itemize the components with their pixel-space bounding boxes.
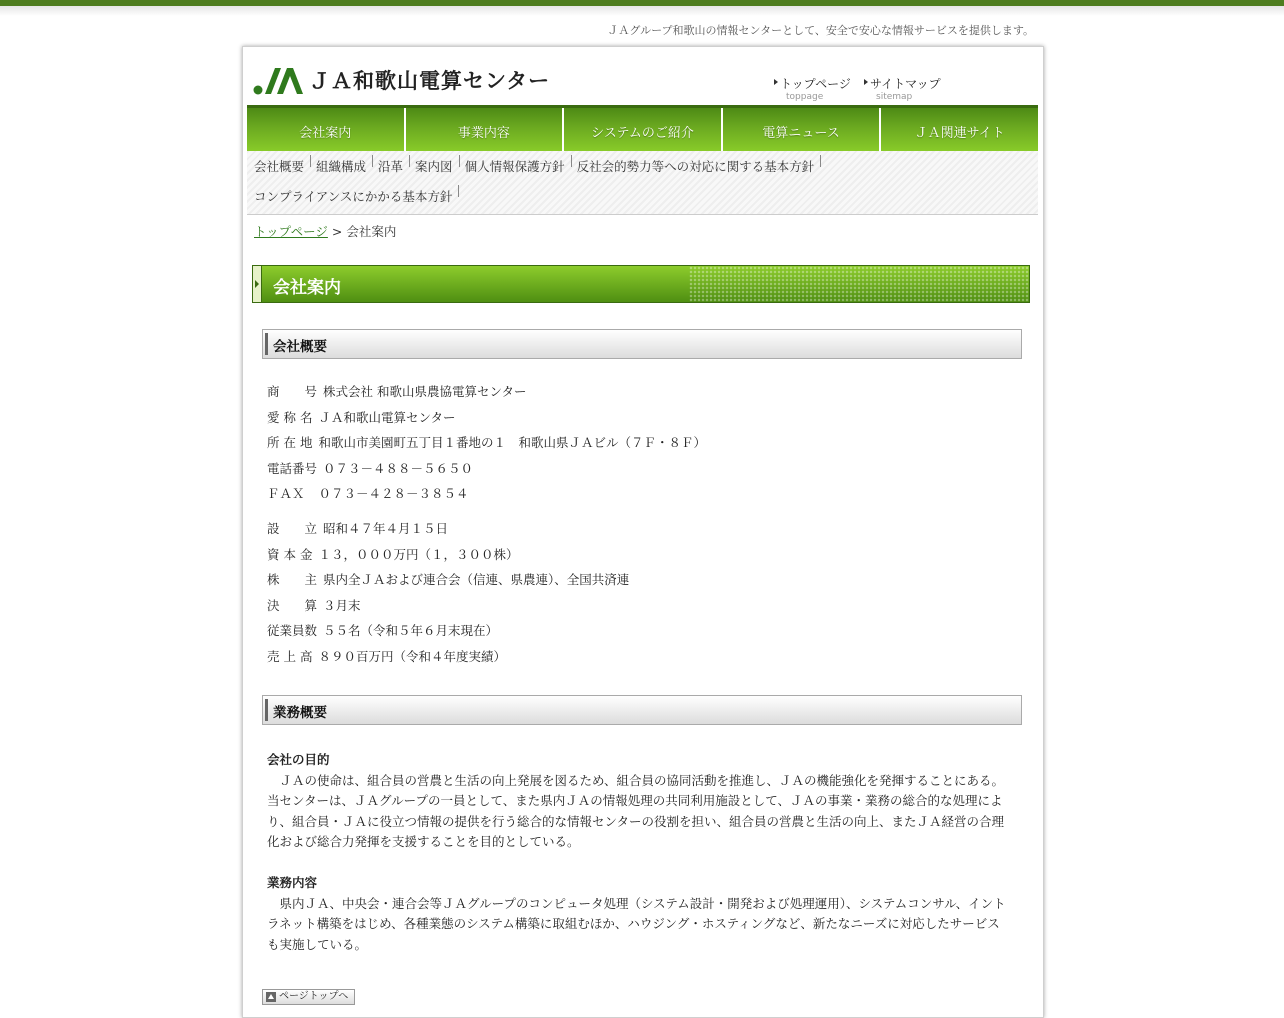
info-value: ５５名（令和５年６月末現在） [323,623,499,638]
breadcrumb-home[interactable]: トップページ [254,224,328,239]
info-row [267,484,706,510]
info-label: 愛 称 名 [267,409,313,425]
info-label: 決 算 [267,597,318,613]
ja-logo-icon [253,64,305,96]
nav-news[interactable]: 電算ニュース [723,108,882,154]
toplink-toppage[interactable] [776,75,866,102]
nav-systems[interactable]: システムのご紹介 [564,108,723,154]
toplink-toppage-label: トップページ [776,75,866,92]
info-value: ０７３－４２８－３８５４ [318,486,469,501]
info-row [267,382,706,408]
info-row [267,570,629,596]
company-info-group1 [267,382,706,510]
info-value: 県内全ＪＡおよび連合会（信連、県農連）、全国共済連 [323,572,630,587]
company-info-group2 [267,519,629,672]
breadcrumb-sep: > [327,224,347,239]
info-label: 設 立 [267,521,318,536]
info-label: 所 在 地 [267,435,313,450]
toplink-sitemap-label: サイトマップ [866,75,956,92]
info-row [267,519,629,545]
section-title-overview: 会社概要 [273,339,327,355]
info-value: ８９０百万円（令和４年度実績） [318,648,506,664]
info-label: 資 本 金 [267,546,313,562]
nav-business[interactable]: 事業内容 [406,108,565,154]
info-value: １３，０００万円（１，３００株） [318,546,519,562]
info-label: ＦＡＸ [267,486,305,501]
info-row [267,433,706,459]
info-label: 従業員数 [267,623,318,638]
purpose-text: ＪＡの使命は、組合員の営農と生活の向上発展を図るため、組合員の協同活動を推進し、ＪＡの機能強化を発揮することにある。当センターは、ＪＡグループの一員として、また県内ＪＡの情報処理の共同利用施設として、ＪＡの事業・業務の総合的な処理により、組合員・ＪＡに役立つ情報の提供を行う総合的な情報センターの役割を担い、組合員の営農と生活の向上、またＪＡ経営の合理化および総合力発揮を支援することを目的としている。 [267,772,1005,849]
info-value: 和歌山市美園町五丁目１番地の１ 和歌山県ＪＡビル（７Ｆ・８Ｆ） [318,435,706,450]
toplink-sitemap[interactable] [866,75,956,102]
info-value: ３月末 [323,597,361,613]
subnav-history[interactable]: 沿革 [378,157,410,175]
top-shadow [0,6,1284,16]
page-top-button[interactable]: ページトップへ [262,989,355,1005]
title-dot-pattern [689,266,1029,302]
info-row [267,545,629,571]
info-label: 株 主 [267,572,318,587]
logo-text: ＪＡ和歌山電算センター [309,69,551,93]
subnav-compliance[interactable]: コンプライアンスにかかる基本方針 [254,187,459,205]
info-row [267,621,629,647]
info-label: 商 号 [267,384,318,399]
breadcrumb [254,222,396,240]
info-value: 株式会社 和歌山県農協電算センター [323,384,527,399]
site-logo[interactable] [253,63,550,97]
info-label: 電話番号 [267,460,318,476]
info-row [267,596,629,622]
main-nav [247,105,1038,154]
subnav-antisocial[interactable]: 反社会的勢力等への対応に関する基本方針 [577,157,822,175]
info-value: ０７３－４８８－５６５０ [323,460,474,476]
content-text: 県内ＪＡ、中央会・連合会等ＪＡグループのコンピュータ処理（システム設計・開発および処理運用）、システムコンサル、イントラネット構築をはじめ、各種業態のシステム構築に取組むほか、ハウジング・ホスティングなど、新たなニーズに対応したサービスも実施している。 [267,895,1006,952]
subnav-map[interactable]: 案内図 [415,157,460,175]
info-row [267,459,706,485]
purpose-title: 会社の目的 [267,752,330,767]
section-heading-business [262,695,1022,725]
top-links [776,75,956,102]
page-title: 会社案内 [273,278,341,298]
site-tagline: ＪＡグループ和歌山の情報センターとして、安全で安心な情報サービスを提供します。 [607,24,1034,37]
breadcrumb-current: 会社案内 [346,224,397,239]
business-purpose [267,750,1011,853]
content-title: 業務内容 [267,875,318,890]
section-heading-overview [262,329,1022,359]
business-content [267,873,1011,955]
page-title-bar [252,265,1030,303]
subnav-overview[interactable]: 会社概要 [254,157,311,175]
info-row [267,647,629,673]
info-label: 売 上 高 [267,648,313,664]
title-arrow-icon [253,266,262,302]
nav-ja-sites[interactable]: ＪＡ関連サイト [881,108,1038,154]
section-title-business: 業務概要 [273,705,327,721]
info-value: ＪＡ和歌山電算センター [318,409,456,425]
subnav-privacy[interactable]: 個人情報保護方針 [465,157,572,175]
page-container [242,46,1044,1018]
info-value: 昭和４７年４月１５日 [323,521,449,536]
subnav-organization[interactable]: 組織構成 [316,157,373,175]
sub-nav [247,151,1038,215]
toplink-toppage-sub: toppage [786,92,824,102]
toplink-sitemap-sub: sitemap [876,92,913,102]
info-row [267,408,706,434]
nav-company[interactable]: 会社案内 [247,108,406,154]
